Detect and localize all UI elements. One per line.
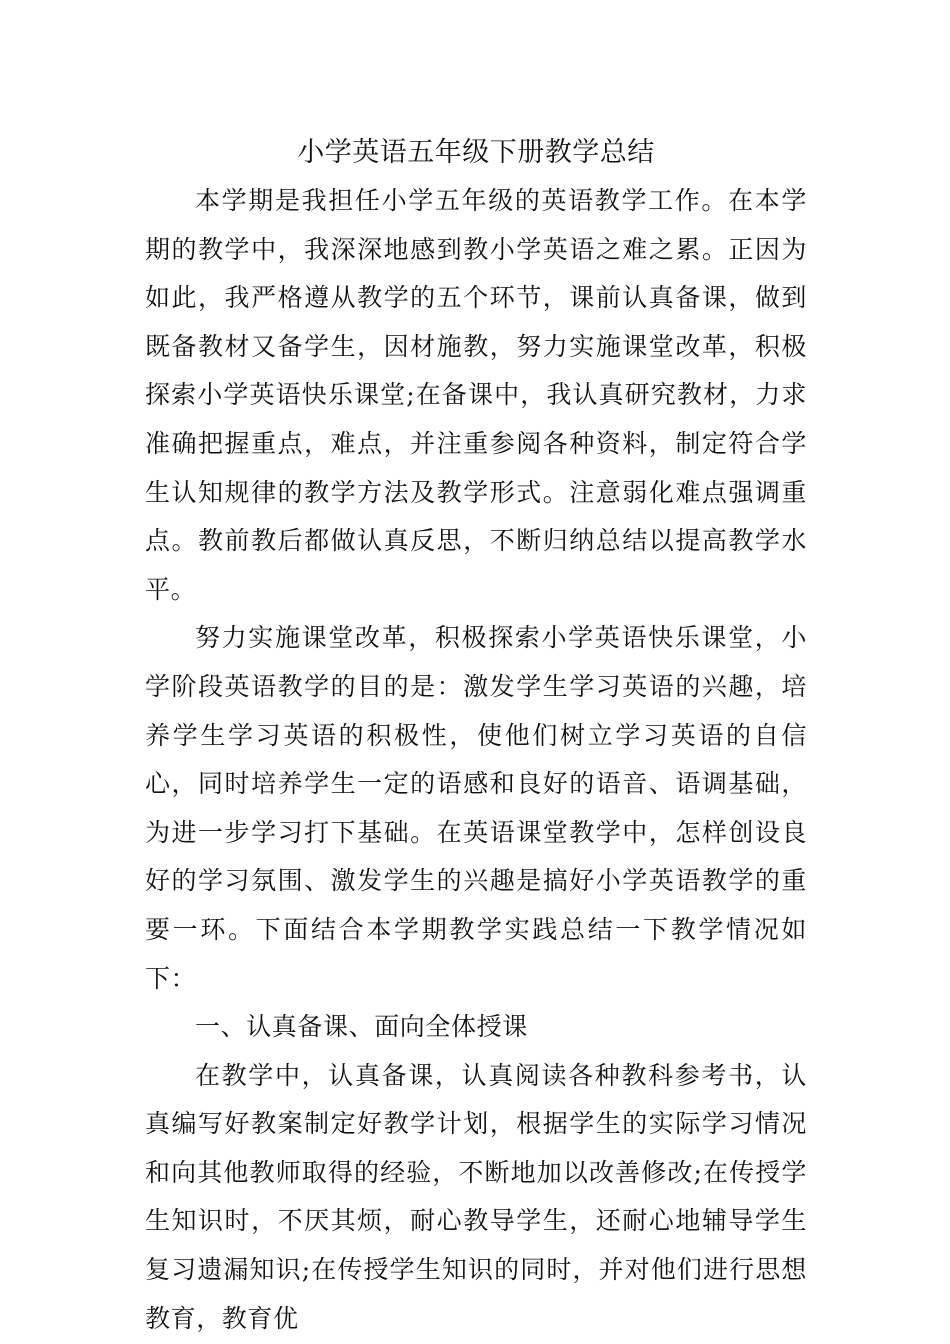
paragraph-intro: 本学期是我担任小学五年级的英语教学工作。在本学期的教学中，我深深地感到教小学英语之难之累。正因为如此，我严格遵从教学的五个环节，课前认真备课，做到既备教材又备学生，因材施教，努力实施课堂改革，积极探索小学英语快乐课堂;在备课中，我认真研究教材，力求准确把握重点，难点，并注重参阅各种资料，制定符合学生认知规律的教学方法及教学形式。注意弱化难点强调重点。教前教后都做认真反思，不断归纳总结以提高教学水平。 — [145, 186, 807, 604]
paragraph-classroom-reform: 努力实施课堂改革，积极探索小学英语快乐课堂，小学阶段英语教学的目的是：激发学生学习英语的兴趣，培养学生学习英语的积极性，使他们树立学习英语的自信心，同时培养学生一定的语感和良好的语音、语调基础，为进一步学习打下基础。在英语课堂教学中，怎样创设良好的学习氛围、激发学生的兴趣是搞好小学英语教学的重要一环。下面结合本学期教学实践总结一下教学情况如下： — [145, 623, 807, 993]
document-title: 小学英语五年级下册教学总结 — [297, 137, 655, 168]
paragraph-lesson-prep: 在教学中，认真备课，认真阅读各种教科参考书，认真编写好教案制定好教学计划，根据学生的实际学习情况和向其他教师取得的经验，不断地加以改善修改;在传授学生知识时，不厌其烦，耐心教导学生，还耐心地辅导学生复习遗漏知识;在传授学生知识的同时，并对他们进行思想教育，教育优 — [145, 1060, 807, 1333]
section-heading-1: 一、认真备课、面向全体授课 — [195, 1012, 528, 1042]
document-page — [145, 118, 807, 1343]
